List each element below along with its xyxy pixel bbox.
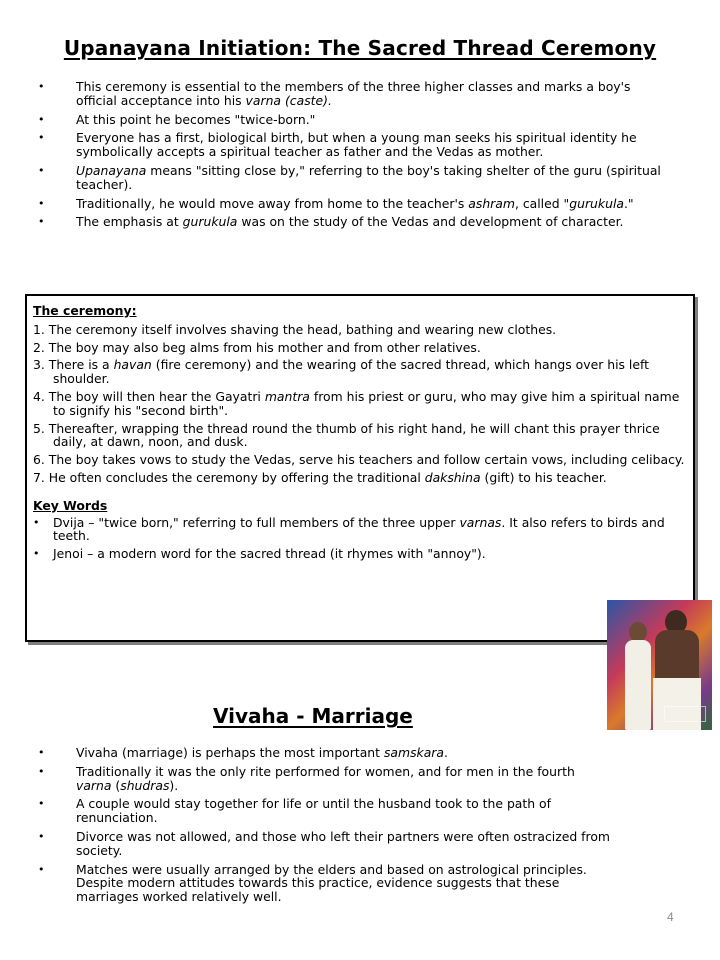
- intro-bullet-list: [34, 80, 674, 234]
- key-words-list: [33, 516, 685, 561]
- ceremony-step: 1. The ceremony itself involves shaving the head, bathing and wearing new clothes.: [33, 321, 557, 337]
- key-word-item: • Jenoi – a modern word for the sacred thread (it rhymes with "annoy").: [33, 547, 685, 561]
- list-item: • Everyone has a first, biological birth, but when a young man seeks his spiritual identity he symbolically accepts a spiritual teacher as father and the Vedas as mother.: [34, 131, 674, 159]
- list-item: • At this point he becomes "twice-born.": [34, 113, 674, 127]
- list-item: • Matches were usually arranged by the elders and based on astrological principles. Despite modern attitudes towards this practice, evidence suggests that these marriages worked relatively well.: [34, 863, 614, 904]
- ceremony-step: 2. The boy may also beg alms from his mother and from other relatives.: [33, 339, 481, 355]
- key-words-heading: Key Words: [33, 497, 108, 513]
- ceremony-step: 4. The boy will then hear the Gayatri mantra from his priest or guru, who may give him a spiritual name to signify his "second birth".: [33, 388, 680, 418]
- ceremony-step: 5. Thereafter, wrapping the thread round the thumb of his right hand, he will chant this prayer thrice daily, at dawn, noon, and dusk.: [33, 420, 660, 450]
- vivaha-heading: Vivaha - Marriage: [213, 704, 413, 728]
- ceremony-box: [25, 294, 695, 642]
- ceremony-step: 3. There is a havan (fire ceremony) and the wearing of the sacred thread, which hangs over his left shoulder.: [33, 357, 649, 387]
- list-item: • Divorce was not allowed, and those who left their partners were often ostracized from society.: [34, 830, 614, 858]
- key-word-item: • Dvija – "twice born," referring to full members of the three upper varnas. It also refers to birds and teeth.: [33, 516, 685, 544]
- page-title: Upanayana Initiation: The Sacred Thread Ceremony: [63, 36, 657, 60]
- vivaha-bullet-list: [34, 746, 614, 909]
- list-item: • Traditionally it was the only rite performed for women, and for men in the fourth varna (shudras).: [34, 765, 614, 793]
- list-item: • This ceremony is essential to the members of the three higher classes and marks a boy's official acceptance into his varna (caste).: [34, 80, 674, 108]
- list-item: • Traditionally, he would move away from home to the teacher's ashram, called "gurukula.": [34, 197, 674, 211]
- ceremony-step: 7. He often concludes the ceremony by offering the traditional dakshina (gift) to his teacher.: [33, 469, 607, 485]
- list-item: • Upanayana means "sitting close by," referring to the boy's taking shelter of the guru (spiritual teacher).: [34, 164, 674, 192]
- ceremony-photo: [607, 600, 712, 730]
- page-number: 4: [667, 910, 674, 924]
- list-item: • The emphasis at gurukula was on the study of the Vedas and development of character.: [34, 215, 674, 229]
- ceremony-step: 6. The boy takes vows to study the Vedas, serve his teachers and follow certain vows, including celibacy.: [33, 452, 685, 468]
- ceremony-steps: [33, 323, 685, 485]
- list-item: • Vivaha (marriage) is perhaps the most important samskara.: [34, 746, 614, 760]
- ceremony-heading: The ceremony:: [33, 303, 137, 318]
- list-item: • A couple would stay together for life or until the husband took to the path of renunciation.: [34, 797, 614, 825]
